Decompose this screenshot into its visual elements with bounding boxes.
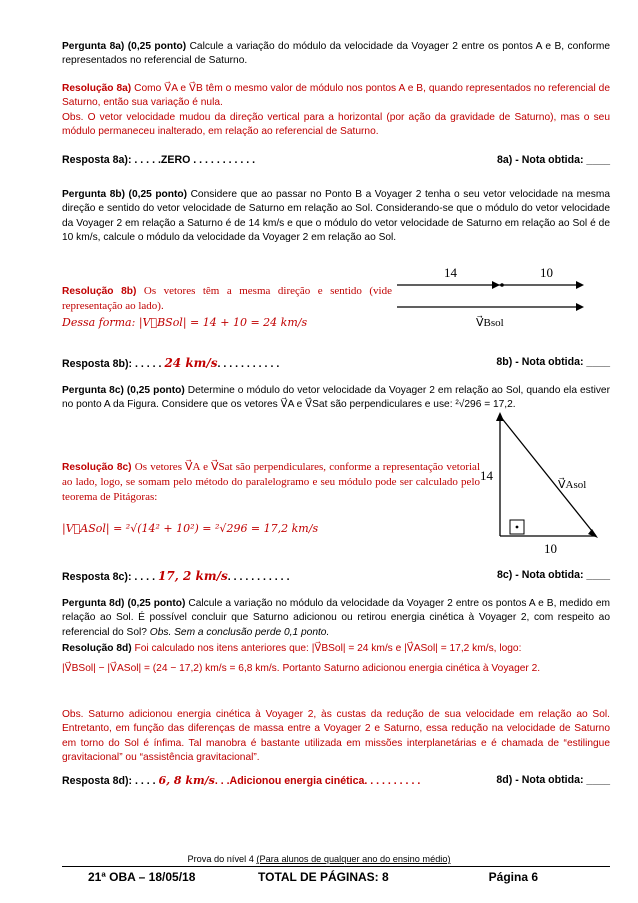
resolution-8b-label: Resolução 8b) (62, 286, 137, 297)
label-vbsol: V⃗Bsol (476, 317, 504, 329)
answer-row-8c (62, 569, 610, 585)
arrowhead-10 (576, 281, 584, 289)
label-10c: 10 (544, 541, 557, 556)
footer-level (0, 854, 638, 864)
answer-8d-prefix: Resposta 8d): . . . . (62, 775, 159, 787)
grade-8d: 8d) - Nota obtida: ____ (496, 774, 610, 786)
observation-8a: Obs. O vetor velocidade mudou da direção vertical para a horizontal (por ação da gravidade de Saturno), mas o seu módulo permaneceu inalterado, em relação ao referencial de Saturno. (62, 112, 610, 138)
label-10: 10 (540, 265, 553, 280)
resolution-8a (62, 82, 610, 111)
footer-prova-paren: (Para alunos de qualquer ano do ensino médio) (256, 854, 451, 864)
question-8d (62, 597, 610, 640)
answer-row-8d (62, 774, 610, 790)
resolution-8d-label: Resolução 8d) (62, 643, 132, 654)
grade-8c: 8c) - Nota obtida: ____ (496, 569, 610, 581)
grade-8a: 8a) - Nota obtida: ____ (496, 154, 610, 166)
observation-8d: Obs. Saturno adicionou energia cinética à Voyager 2, às custas da redução de sua velocidade em relação ao Sol. Entretanto, em função das diferenças de massa entre a Voyager 2 e Saturno, essa redução na velocidade de Saturno em torno do Sol é ínfima. Tal manobra é bastante utilizada em missões interplanetárias e é chamada de “estilingue gravitacional” ou “assistência gravitacional”. (62, 709, 610, 764)
answer-8b-suffix: . . . . . . . . . . . (217, 358, 280, 370)
grade-8b: 8b) - Nota obtida: ____ (496, 356, 610, 368)
label-vasol: V⃗Asol (558, 479, 587, 491)
footer-total: TOTAL DE PÁGINAS: 8 (258, 870, 389, 884)
arrowhead-hyp (588, 529, 598, 538)
question-8d-label: Pergunta 8d) (0,25 ponto) (62, 598, 186, 609)
resolution-8a-text: Como V⃗A e V⃗B têm o mesmo valor de módulo nos pontos A e B, quando representados no referencial de Saturno, então sua variação é nula. (62, 83, 610, 109)
resolution-8d-text: Foi calculado nos itens anteriores que: |V⃗BSol| = 24 km/s e |V⃗ASol| = 17,2 km/s, logo: (131, 643, 522, 654)
arrowhead-bsol (576, 303, 584, 311)
question-8d-text: Calcule a variação no módulo da velocidade da Voyager 2 entre os pontos A e B, medido em relação ao Sol. É possível concluir que Saturno adicionou ou retirou energia cinética à Voyager 2, com respeito ao referencial do Sol? (62, 598, 610, 638)
resolution-8d-formula: |V⃗BSol| − |V⃗ASol| = (24 − 17,2) km/s = 6,8 km/s. Portanto Saturno adicionou energia cinética à Voyager 2. (62, 663, 541, 675)
footer-prova: Prova do nível 4 (187, 854, 257, 864)
junction-dot (500, 283, 504, 287)
question-8a-label: Pergunta 8a) (0,25 ponto) (62, 41, 187, 52)
footer-page: Página 6 (488, 870, 538, 884)
resolution-8b (62, 284, 392, 330)
footer-info (88, 870, 538, 886)
arrowhead-14 (492, 281, 500, 289)
question-8c-label: Pergunta 8c) (0,25 ponto) (62, 385, 185, 396)
resolution-8b-text: Os vetores têm a mesma direção e sentido (vide representação ao lado). (62, 285, 392, 313)
answer-8c-prefix: Resposta 8c): . . . . (62, 571, 158, 583)
question-8b-label: Pergunta 8b) (0,25 ponto) (62, 189, 188, 200)
answer-8d-value: 6, 8 km/s (158, 774, 215, 787)
resolution-8c-formula: |V⃗ASol| = ²√(14² + 10²) = ²√296 = 17,2 km/s (62, 522, 319, 535)
answer-8b-value: 24 km/s (164, 356, 218, 370)
answer-8d-suffix: . . .Adicionou energia cinética. . . . . . . . . . (214, 775, 421, 787)
answer-row-8b (62, 356, 610, 372)
answer-row-8a (62, 154, 610, 170)
question-8a-text: Calcule a variação do módulo da velocidade da Voyager 2 entre os pontos A e B, conforme representados no referencial de Saturno. (62, 41, 610, 67)
question-8a (62, 40, 610, 69)
question-8c-text: Determine o módulo do vetor velocidade da Voyager 2 em relação ao Sol, quando ela estiver no ponto A da Figura. Considere que os vetores V⃗A e V⃗Sat são perpendiculares e use: ²√296 = 17,2. (62, 385, 610, 411)
footer-divider (62, 866, 610, 867)
answer-8c-value: 17, 2 km/s (157, 569, 228, 583)
right-angle-dot (516, 526, 519, 529)
answer-8b-prefix: Resposta 8b): . . . . . (62, 358, 165, 370)
answer-8a: Resposta 8a): . . . . .ZERO . . . . . . . . . . . (62, 154, 256, 166)
resolution-8a-label: Resolução 8a) (62, 83, 132, 94)
footer-oba: 21ª OBA – 18/05/18 (88, 870, 196, 884)
question-8b-text: Considere que ao passar no Ponto B a Voyager 2 tenha o seu vetor velocidade na mesma direção e sentido do vetor velocidade de Saturno em relação ao Sol. Considerando-se que o módulo do vetor velocidade da Voyager 2 em relação a Saturno é de 14 km/s e que o módulo do vetor velocidade de Saturno em relação ao Sol é de 10 km/s, calcule o módulo da velocidade da Voyager 2 em relação ao Sol. (62, 189, 611, 244)
label-14c: 14 (480, 468, 493, 483)
resolution-8c-label: Resolução 8c) (62, 462, 132, 473)
vector-sum-figure-8b (392, 262, 592, 342)
question-8b (62, 188, 610, 246)
resolution-8d (62, 642, 610, 677)
resolution-8c-text: Os vetores V⃗A e V⃗Sat são perpendiculares, conforme a representação vetorial ao lado, logo, se somam pelo método do paralelogramo e seu módulo pode ser calculado pelo teorema de Pitágoras: (62, 461, 480, 503)
label-14: 14 (444, 265, 457, 280)
resolution-8c (62, 460, 480, 504)
resolution-8b-formula: Dessa forma: |V⃗BSol| = 14 + 10 = 24 km/s (62, 315, 308, 329)
right-triangle-figure-8c (478, 408, 608, 558)
question-8d-note: Obs. Sem a conclusão perde 0,1 ponto. (149, 626, 330, 638)
answer-8c-suffix: . . . . . . . . . . . (227, 571, 290, 583)
hypotenuse-asol (500, 416, 596, 536)
arrowhead-side (496, 412, 504, 421)
